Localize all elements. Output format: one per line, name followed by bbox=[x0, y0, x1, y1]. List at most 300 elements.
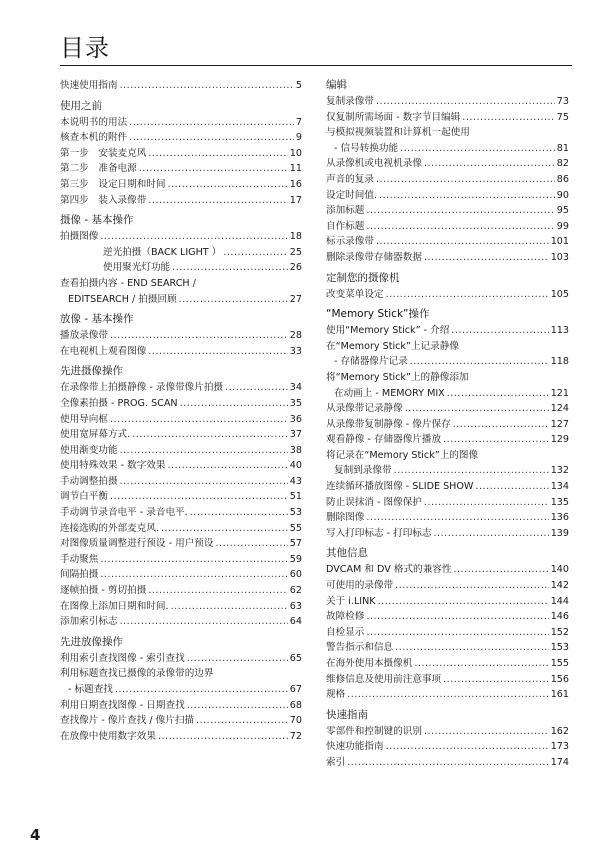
toc-entry[interactable] bbox=[60, 396, 302, 412]
toc-entry-page: 9 bbox=[295, 132, 302, 144]
toc-entry-page: 95 bbox=[556, 205, 569, 217]
toc-entry-label: 在动画上 - MEMORY MIX bbox=[334, 387, 445, 399]
toc-entry-label: 查看拍摄内容 - END SEARCH / bbox=[60, 277, 196, 289]
toc-entry-page: 90 bbox=[556, 189, 569, 201]
toc-entry-page: 121 bbox=[550, 387, 569, 399]
toc-entry-label: 利用索引查找图像 - 索引查找 bbox=[60, 652, 185, 664]
toc-left-column bbox=[60, 78, 302, 744]
toc-entry-page: 35 bbox=[289, 397, 302, 409]
toc-entry[interactable] bbox=[60, 380, 302, 396]
toc-entry-label: 自检显示 bbox=[326, 626, 365, 638]
toc-entry-label: 在放像中使用数字效果 bbox=[60, 730, 156, 742]
section-heading: 编辑 bbox=[326, 79, 347, 91]
toc-entry-page: 67 bbox=[289, 684, 302, 695]
toc-right-column bbox=[326, 78, 569, 771]
toc-entry-label: 手动聚焦 bbox=[60, 553, 99, 565]
toc-entry-page: 173 bbox=[550, 741, 569, 753]
toc-entry[interactable] bbox=[326, 339, 569, 355]
dot-leader bbox=[148, 344, 287, 360]
dot-leader bbox=[376, 172, 555, 188]
toc-entry[interactable] bbox=[60, 344, 302, 360]
toc-entry-page: 38 bbox=[289, 444, 302, 456]
toc-entry-page: 152 bbox=[550, 626, 569, 638]
toc-entry-page: 132 bbox=[550, 465, 569, 477]
dot-leader bbox=[172, 260, 288, 276]
toc-entry-page: 162 bbox=[550, 725, 569, 737]
toc-entry-label: 连续循环播放图像 - SLIDE SHOW bbox=[326, 481, 474, 493]
toc-entry[interactable] bbox=[326, 578, 569, 594]
toc-entry-label: 拍摄图像 bbox=[60, 231, 99, 243]
toc-entry-label: 第三步 设定日期和时间 bbox=[60, 178, 166, 190]
toc-entry-page: 140 bbox=[550, 564, 569, 576]
toc-entry[interactable] bbox=[60, 583, 302, 599]
toc-entry-label: 查找像片 - 像片查找 / 像片扫描 bbox=[60, 715, 195, 727]
toc-section bbox=[326, 546, 569, 702]
dot-leader bbox=[115, 682, 288, 698]
dot-leader bbox=[414, 656, 548, 672]
toc-entry-page: 43 bbox=[289, 475, 302, 487]
dot-leader bbox=[347, 755, 549, 771]
toc-entry-page: 118 bbox=[550, 356, 569, 368]
toc-entry-label: 第一步 安装麦克风 bbox=[60, 147, 147, 159]
toc-entry-label: 与模拟视频装置和计算机一起使用 bbox=[326, 127, 470, 139]
title-rule bbox=[60, 65, 572, 66]
toc-section bbox=[60, 312, 302, 359]
toc-entry[interactable] bbox=[326, 739, 569, 755]
toc-entry[interactable] bbox=[326, 526, 569, 542]
toc-entry-page: 34 bbox=[289, 382, 302, 394]
toc-entry-label: 快速功能指南 bbox=[326, 741, 384, 753]
toc-entry-page: 139 bbox=[550, 527, 569, 539]
dot-leader bbox=[424, 250, 549, 266]
toc-entry[interactable] bbox=[60, 651, 302, 667]
dot-leader bbox=[451, 323, 548, 339]
section-heading: 先进摄像操作 bbox=[60, 365, 123, 378]
toc-entry[interactable] bbox=[326, 287, 569, 303]
toc-entry-label: 标示录像带 bbox=[326, 236, 374, 248]
dot-leader bbox=[410, 354, 549, 370]
dot-leader bbox=[223, 245, 287, 261]
toc-entry-label: 复制录像带 bbox=[326, 96, 374, 107]
toc-entry[interactable] bbox=[326, 640, 569, 656]
dot-leader bbox=[148, 583, 287, 599]
toc-entry-label: 利用标题查找已摄像的录像带的边界 bbox=[60, 668, 214, 680]
toc-entry-page: 27 bbox=[289, 293, 302, 305]
toc-entry[interactable] bbox=[60, 161, 302, 177]
toc-entry-label: 仅复制所需场面 - 数字节目编辑 bbox=[326, 111, 461, 123]
toc-entry-page: 63 bbox=[289, 600, 302, 612]
toc-entry[interactable] bbox=[60, 328, 302, 344]
toc-entry[interactable] bbox=[326, 656, 569, 672]
toc-entry[interactable] bbox=[326, 672, 569, 688]
toc-entry-label: 对图像质量调整进行预设 - 用户预设 bbox=[60, 538, 214, 550]
toc-entry-label: 使用特殊效果 - 数字效果 bbox=[60, 460, 166, 472]
toc-entry-label: 在录像带上拍摄静像 - 录像带像片拍摄 bbox=[60, 382, 224, 394]
toc-entry[interactable] bbox=[60, 292, 302, 308]
toc-entry[interactable] bbox=[60, 458, 302, 474]
dot-leader bbox=[366, 609, 548, 625]
toc-entry-label: 设定时间值. bbox=[326, 189, 378, 201]
dot-leader bbox=[148, 146, 287, 162]
toc-entry[interactable] bbox=[60, 682, 302, 698]
dot-leader bbox=[424, 495, 549, 511]
toc-entry-label: 删除图像 bbox=[326, 512, 365, 524]
dot-leader bbox=[379, 188, 555, 204]
toc-entry-label: 使用“Memory Stick” - 介绍 bbox=[326, 325, 450, 337]
toc-entry-page: 113 bbox=[550, 325, 569, 337]
toc-entry-label: 写入打印标志 - 打印标志 bbox=[326, 527, 432, 539]
dot-leader bbox=[225, 380, 288, 396]
toc-section bbox=[60, 99, 302, 209]
toc-entry-label: 维修信息及使用前注意事项 bbox=[326, 673, 442, 685]
toc-entry[interactable] bbox=[60, 474, 302, 490]
toc-entry-label: 逆光拍摄（BACK LIGHT ） bbox=[103, 246, 222, 258]
section-heading: 其他信息 bbox=[326, 547, 368, 560]
toc-entry[interactable] bbox=[60, 614, 302, 630]
toc-entry[interactable] bbox=[60, 245, 302, 261]
dot-leader bbox=[400, 141, 555, 157]
toc-entry-page: 5 bbox=[295, 80, 302, 91]
toc-entry-page: 73 bbox=[556, 96, 569, 107]
toc-entry-page: 59 bbox=[289, 553, 302, 565]
dot-leader bbox=[139, 161, 288, 177]
toc-entry[interactable] bbox=[326, 354, 569, 370]
toc-entry-page: 55 bbox=[289, 522, 302, 534]
dot-leader bbox=[462, 110, 555, 126]
toc-entry[interactable] bbox=[60, 552, 302, 568]
toc-entry[interactable] bbox=[326, 125, 569, 141]
section-heading: 放像 - 基本操作 bbox=[60, 313, 134, 326]
toc-entry[interactable] bbox=[60, 698, 302, 714]
toc-entry-page: 16 bbox=[289, 178, 302, 190]
dot-leader bbox=[187, 651, 288, 667]
toc-entry-label: 在电视机上观看图像 bbox=[60, 345, 147, 357]
toc-entry-label: 本说明书的用法 bbox=[60, 116, 128, 128]
dot-leader bbox=[386, 287, 549, 303]
toc-entry-label: 在海外使用本摄像机 bbox=[326, 658, 413, 669]
toc-entry[interactable] bbox=[326, 141, 569, 157]
toc-entry[interactable] bbox=[326, 609, 569, 625]
toc-entry-page: 161 bbox=[550, 689, 569, 701]
toc-entry-label: 改变菜单设定 bbox=[326, 288, 384, 300]
dot-leader bbox=[161, 521, 288, 537]
dot-leader bbox=[366, 203, 554, 219]
toc-entry-label: 全像素拍摄 - PROG. SCAN bbox=[60, 397, 178, 409]
section-heading: 摄像 - 基本操作 bbox=[60, 214, 134, 227]
toc-entry[interactable] bbox=[60, 713, 302, 729]
toc-entry[interactable] bbox=[326, 94, 569, 110]
dot-leader bbox=[424, 156, 555, 172]
toc-entry-label: 第二步 准备电源 bbox=[60, 163, 137, 175]
toc-entry[interactable] bbox=[60, 193, 302, 209]
toc-entry-page: 40 bbox=[289, 460, 302, 472]
toc-entry[interactable] bbox=[60, 666, 302, 682]
toc-entry-page: 51 bbox=[289, 491, 302, 503]
toc-entry-page: 101 bbox=[550, 236, 569, 248]
dot-leader bbox=[366, 510, 548, 526]
toc-entry[interactable] bbox=[60, 229, 302, 245]
toc-entry-page: 146 bbox=[550, 611, 569, 623]
toc-entry-label: 故障检修 bbox=[326, 611, 365, 623]
toc-entry-page: 174 bbox=[550, 756, 569, 768]
toc-entry-page: 99 bbox=[556, 220, 569, 232]
toc-entry-page: 105 bbox=[550, 288, 569, 300]
toc-entry-label: 第四步 装入录像带 bbox=[60, 194, 147, 206]
toc-entry[interactable] bbox=[326, 510, 569, 526]
toc-entry[interactable] bbox=[60, 177, 302, 193]
toc-entry[interactable] bbox=[60, 567, 302, 583]
toc-entry-label: 手动调节录音电平 - 录音电平. bbox=[60, 507, 188, 519]
section-heading: 使用之前 bbox=[60, 99, 102, 112]
toc-entry-page: 72 bbox=[289, 730, 302, 742]
dot-leader bbox=[376, 234, 549, 250]
toc-entry[interactable] bbox=[60, 505, 302, 521]
toc-entry[interactable] bbox=[326, 495, 569, 511]
dot-leader bbox=[120, 443, 288, 459]
toc-entry-label: 可使用的录像带 bbox=[326, 580, 394, 592]
dot-leader bbox=[394, 463, 549, 479]
toc-entry[interactable] bbox=[326, 432, 569, 448]
page-number: 4 bbox=[30, 826, 41, 844]
toc-entry[interactable] bbox=[60, 729, 302, 745]
toc-entry-label: 规格 bbox=[326, 689, 346, 701]
toc-entry-page: 142 bbox=[550, 580, 569, 592]
toc-entry-page: 37 bbox=[289, 429, 302, 441]
toc-entry-page: 127 bbox=[550, 418, 569, 430]
toc-section bbox=[60, 78, 302, 94]
dot-leader bbox=[190, 505, 288, 521]
dot-leader bbox=[171, 599, 288, 615]
toc-entry-label: 警告指示和信息 bbox=[326, 642, 394, 654]
toc-entry-label: 核查本机的附件 bbox=[60, 132, 128, 144]
toc-entry[interactable] bbox=[326, 594, 569, 610]
dot-leader bbox=[110, 412, 288, 428]
dot-leader bbox=[100, 229, 287, 245]
dot-leader bbox=[447, 386, 549, 402]
toc-entry-page: 65 bbox=[289, 652, 302, 664]
toc-entry-label: 索引 bbox=[326, 756, 346, 768]
toc-entry[interactable] bbox=[326, 724, 569, 740]
toc-entry[interactable] bbox=[60, 427, 302, 443]
toc-entry[interactable] bbox=[60, 130, 302, 146]
dot-leader bbox=[378, 594, 549, 610]
dot-leader bbox=[179, 292, 288, 308]
toc-entry-page: 57 bbox=[289, 538, 302, 550]
toc-entry-page: 136 bbox=[550, 512, 569, 524]
dot-leader bbox=[475, 479, 548, 495]
toc-entry-page: 18 bbox=[289, 231, 302, 243]
toc-entry-label: 防止误抹消 - 图像保护 bbox=[326, 496, 422, 508]
toc-entry-label: 自作标题 bbox=[326, 220, 365, 232]
toc-entry[interactable] bbox=[326, 562, 569, 578]
dot-leader bbox=[110, 489, 288, 505]
dot-leader bbox=[168, 177, 288, 193]
toc-entry[interactable] bbox=[326, 448, 569, 464]
toc-entry-page: 153 bbox=[550, 642, 569, 654]
dot-leader bbox=[395, 578, 549, 594]
dot-leader bbox=[129, 115, 294, 131]
dot-leader bbox=[100, 567, 287, 583]
toc-entry[interactable] bbox=[326, 463, 569, 479]
dot-leader bbox=[120, 78, 294, 94]
toc-entry-page: 103 bbox=[550, 251, 569, 263]
toc-entry-page: 75 bbox=[556, 111, 569, 123]
toc-entry[interactable] bbox=[60, 536, 302, 552]
dot-leader bbox=[168, 458, 288, 474]
toc-entry[interactable] bbox=[60, 78, 302, 94]
toc-entry-label: 添加索引标志 bbox=[60, 616, 118, 628]
toc-entry-page: 17 bbox=[289, 194, 302, 206]
toc-entry-label: 间隔拍摄 bbox=[60, 569, 99, 581]
toc-entry-page: 82 bbox=[556, 158, 569, 170]
toc-entry-page: 86 bbox=[556, 173, 569, 185]
section-heading: 定制您的摄像机 bbox=[326, 271, 400, 284]
dot-leader bbox=[180, 396, 288, 412]
toc-entry-label: 在“Memory Stick”上记录静像 bbox=[326, 340, 459, 352]
section-heading: 快速指南 bbox=[326, 708, 368, 721]
toc-entry-label: 关于 i.LINK bbox=[326, 595, 376, 607]
toc-entry[interactable] bbox=[326, 172, 569, 188]
toc-entry[interactable] bbox=[326, 401, 569, 417]
toc-entry-label: 零部件和控制键的识别 bbox=[326, 725, 422, 737]
dot-leader bbox=[443, 432, 549, 448]
toc-entry-page: 26 bbox=[289, 262, 302, 274]
toc-entry[interactable] bbox=[60, 412, 302, 428]
toc-entry-page: 144 bbox=[550, 595, 569, 607]
toc-entry[interactable] bbox=[326, 234, 569, 250]
toc-section bbox=[326, 271, 569, 303]
toc-entry-label: 使用导向框 bbox=[60, 413, 108, 425]
toc-entry-label: 使用宽屏幕方式. bbox=[60, 429, 131, 441]
toc-entry[interactable] bbox=[326, 203, 569, 219]
toc-entry-label: 逐帧拍摄 - 剪切拍摄 bbox=[60, 585, 147, 597]
toc-entry[interactable] bbox=[60, 260, 302, 276]
dot-leader bbox=[453, 562, 548, 578]
section-heading: “Memory Stick”操作 bbox=[326, 308, 430, 321]
toc-entry-label: 观看静像 - 存储器像片播放 bbox=[326, 434, 442, 446]
toc-entry[interactable] bbox=[60, 443, 302, 459]
toc-entry-page: 135 bbox=[550, 496, 569, 508]
toc-entry-page: 62 bbox=[289, 585, 302, 597]
toc-entry-label: 连接选购的外部麦克风. bbox=[60, 522, 159, 534]
toc-entry[interactable] bbox=[326, 386, 569, 402]
toc-entry[interactable] bbox=[60, 146, 302, 162]
dot-leader bbox=[100, 552, 287, 568]
toc-entry-label: 使用渐变功能 bbox=[60, 444, 118, 456]
toc-entry[interactable] bbox=[326, 219, 569, 235]
dot-leader bbox=[395, 640, 549, 656]
toc-entry-label: 复制到录像带 bbox=[334, 465, 392, 477]
dot-leader bbox=[443, 672, 549, 688]
toc-entry-label: 播放录像带 bbox=[60, 330, 108, 342]
toc-entry[interactable] bbox=[326, 625, 569, 641]
section-heading: 先进放像操作 bbox=[60, 635, 123, 648]
toc-entry[interactable] bbox=[326, 755, 569, 771]
toc-entry-page: 70 bbox=[289, 715, 302, 727]
dot-leader bbox=[434, 526, 549, 542]
toc-entry-page: 33 bbox=[289, 345, 302, 357]
dot-leader bbox=[424, 724, 549, 740]
toc-entry-page: 155 bbox=[550, 658, 569, 669]
dot-leader bbox=[129, 130, 294, 146]
toc-entry-label: - 标题查找 bbox=[68, 684, 113, 695]
dot-leader bbox=[196, 713, 288, 729]
dot-leader bbox=[120, 614, 288, 630]
toc-entry-page: 81 bbox=[556, 142, 569, 154]
toc-entry-page: 68 bbox=[289, 699, 302, 711]
dot-leader bbox=[110, 328, 288, 344]
toc-entry[interactable] bbox=[326, 110, 569, 126]
dot-leader bbox=[215, 536, 287, 552]
dot-leader bbox=[120, 474, 288, 490]
toc-entry[interactable] bbox=[326, 417, 569, 433]
toc-entry-label: 快速使用指南 bbox=[60, 80, 118, 91]
toc-entry[interactable] bbox=[326, 687, 569, 703]
dot-leader bbox=[347, 687, 549, 703]
toc-entry-page: 7 bbox=[295, 116, 302, 128]
dot-leader bbox=[148, 193, 287, 209]
toc-entry-label: 添加标题 bbox=[326, 205, 365, 217]
toc-entry-page: 124 bbox=[550, 403, 569, 415]
toc-section bbox=[326, 78, 569, 266]
toc-entry[interactable] bbox=[326, 188, 569, 204]
toc-entry-label: 从录像带复制静像 - 像片保存 bbox=[326, 418, 451, 430]
toc-entry-label: EDITSEARCH / 拍摄回顾 bbox=[68, 293, 177, 305]
toc-section bbox=[60, 364, 302, 630]
toc-entry[interactable] bbox=[326, 156, 569, 172]
toc-entry[interactable] bbox=[326, 370, 569, 386]
toc-entry-page: 134 bbox=[550, 481, 569, 493]
dot-leader bbox=[376, 94, 555, 110]
toc-entry-label: - 信号转换功能 bbox=[334, 142, 399, 154]
toc-entry-label: 使用聚光灯功能 bbox=[103, 262, 171, 274]
toc-entry[interactable] bbox=[326, 323, 569, 339]
toc-entry-label: 从录像带记录静像 bbox=[326, 403, 403, 415]
toc-entry-page: 129 bbox=[550, 434, 569, 446]
toc-entry[interactable] bbox=[60, 489, 302, 505]
dot-leader bbox=[405, 401, 549, 417]
toc-entry[interactable] bbox=[326, 479, 569, 495]
toc-entry-page: 11 bbox=[289, 163, 302, 175]
dot-leader bbox=[453, 417, 549, 433]
dot-leader bbox=[187, 698, 288, 714]
toc-entry[interactable] bbox=[60, 521, 302, 537]
page-title: 目录 bbox=[60, 34, 110, 62]
toc-entry[interactable] bbox=[60, 276, 302, 292]
toc-entry-page: 60 bbox=[289, 569, 302, 581]
toc-section bbox=[326, 307, 569, 541]
toc-entry[interactable] bbox=[60, 599, 302, 615]
dot-leader bbox=[366, 219, 554, 235]
toc-entry-label: 将记录在“Memory Stick”上的图像 bbox=[326, 449, 479, 461]
toc-section bbox=[326, 708, 569, 771]
toc-entry-label: 手动调整拍摄 bbox=[60, 475, 118, 487]
toc-entry-label: DVCAM 和 DV 格式的兼容性 bbox=[326, 564, 452, 576]
toc-entry[interactable] bbox=[60, 115, 302, 131]
toc-section bbox=[60, 213, 302, 307]
toc-entry-page: 156 bbox=[550, 673, 569, 685]
toc-entry-label: 从录像机或电视机录像 bbox=[326, 158, 422, 170]
toc-entry[interactable] bbox=[326, 250, 569, 266]
dot-leader bbox=[132, 427, 288, 443]
dot-leader bbox=[158, 729, 288, 745]
toc-entry-label: 调节白平衡 bbox=[60, 491, 108, 503]
toc-entry-label: 删除录像带存储器数据 bbox=[326, 251, 422, 263]
toc-section bbox=[60, 635, 302, 745]
toc-entry-page: 10 bbox=[289, 147, 302, 159]
toc-entry-page: 25 bbox=[289, 246, 302, 258]
dot-leader bbox=[366, 625, 548, 641]
